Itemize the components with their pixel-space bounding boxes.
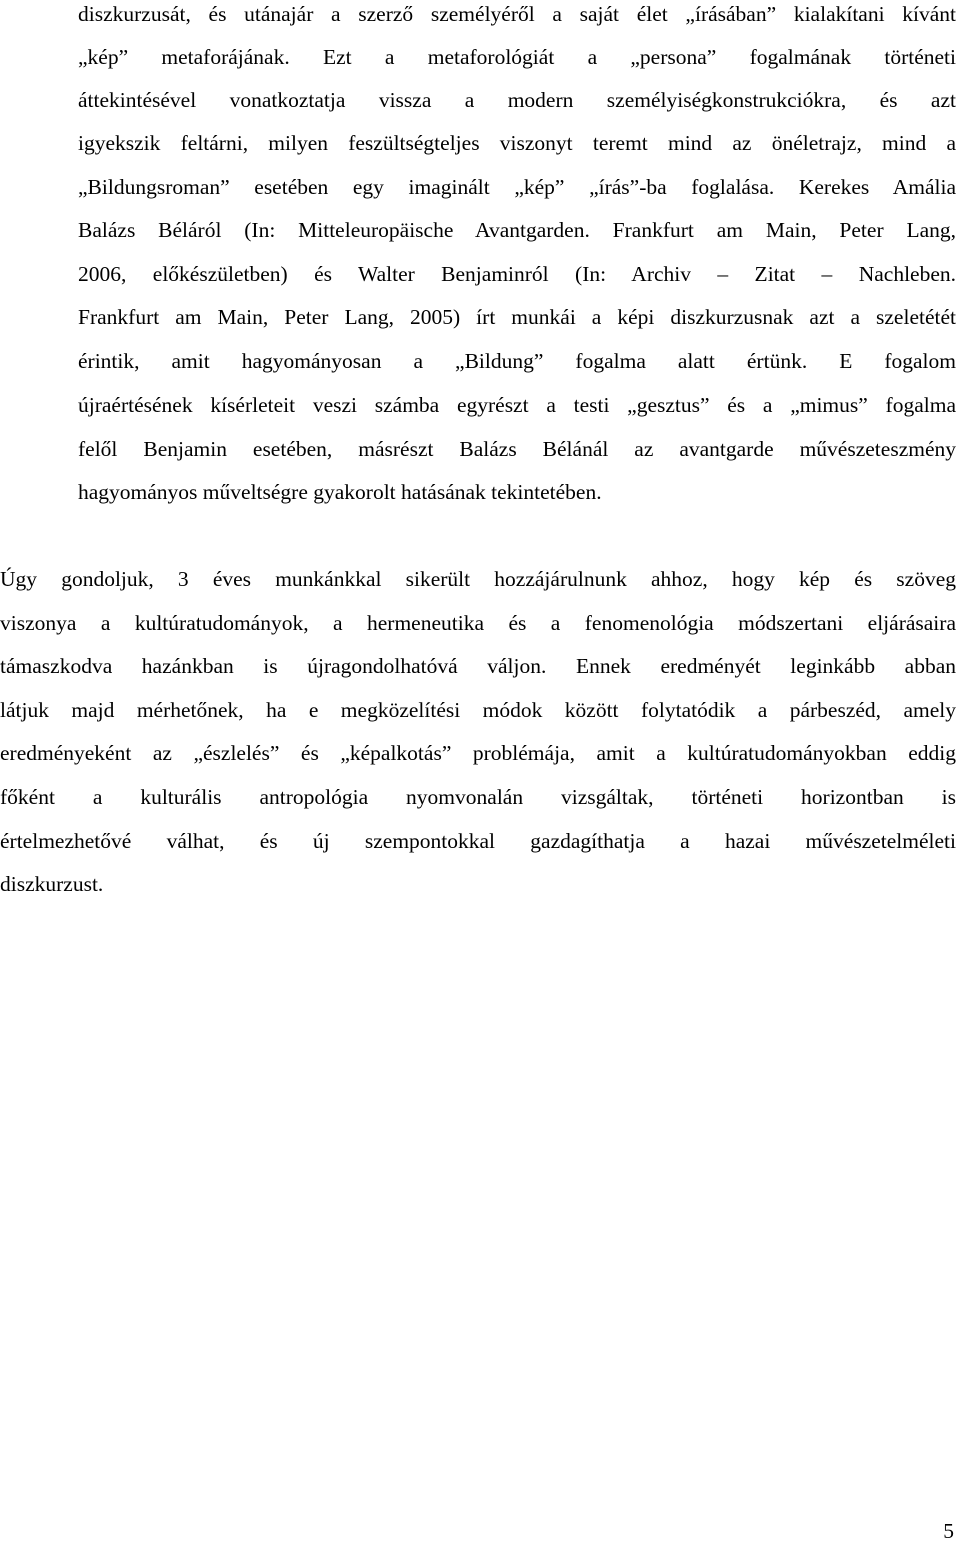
paragraph-2-line: diszkurzust. [0,872,104,896]
paragraph-1-line: diszkurzusát, és utánajár a szerző személyéről a saját élet „írásában” kialakítani kívánt [78,2,956,26]
paragraph-1-line: Balázs Béláról (In: Mitteleuropäische Avantgarden. Frankfurt am Main, Peter Lang, [78,218,956,242]
paragraph-1-line: újraértésének kísérleteit veszi számba egyrészt a testi „gesztus” és a „mimus” fogalma [78,393,956,417]
paragraph-1-line: érintik, amit hagyományosan a „Bildung” fogalma alatt értünk. E fogalom [78,349,956,373]
paragraph-1-line: igyekszik feltárni, milyen feszültségteljes viszonyt teremt mind az önéletrajz, mind a [78,131,956,155]
paragraph-2-line: értelmezhetővé válhat, és új szempontokkal gazdagíthatja a hazai művészetelméleti [0,829,956,853]
paragraph-1-line: „Bildungsroman” esetében egy imaginált „kép” „írás”-ba foglalása. Kerekes Amália [78,175,956,199]
paragraph-2-line: látjuk majd mérhetőnek, ha e megközelítési módok között folytatódik a párbeszéd, amely [0,698,956,722]
paragraph-2-line: főként a kulturális antropológia nyomvonalán vizsgáltak, történeti horizontban is [0,785,956,809]
page-number: 5 [943,1519,954,1543]
paragraph-1-line: felől Benjamin esetében, másrészt Balázs Bélánál az avantgarde művészeteszmény [78,437,956,461]
paragraph-2-line: viszonya a kultúratudományok, a hermeneutika és a fenomenológia módszertani eljárásaira [0,611,956,635]
paragraph-1-line: hagyományos műveltségre gyakorolt hatásának tekintetében. [78,480,602,504]
paragraph-2-line: Úgy gondoljuk, 3 éves munkánkkal sikerült hozzájárulnunk ahhoz, hogy kép és szöveg [0,567,956,591]
paragraph-2-line: támaszkodva hazánkban is újragondolhatóvá váljon. Ennek eredményét leginkább abban [0,654,956,678]
paragraph-1-line: 2006, előkészületben) és Walter Benjaminról (In: Archiv – Zitat – Nachleben. [78,262,956,286]
paragraph-1-line: „kép” metaforájának. Ezt a metaforológiát a „persona” fogalmának történeti [78,45,956,69]
paragraph-1-line: áttekintésével vonatkoztatja vissza a modern személyiségkonstrukciókra, és azt [78,88,956,112]
paragraph-1-line: Frankfurt am Main, Peter Lang, 2005) írt munkái a képi diszkurzusnak azt a szeletétét [78,305,956,329]
paragraph-2-line: eredményeként az „észlelés” és „képalkotás” problémája, amit a kultúratudományokban eddig [0,741,956,765]
